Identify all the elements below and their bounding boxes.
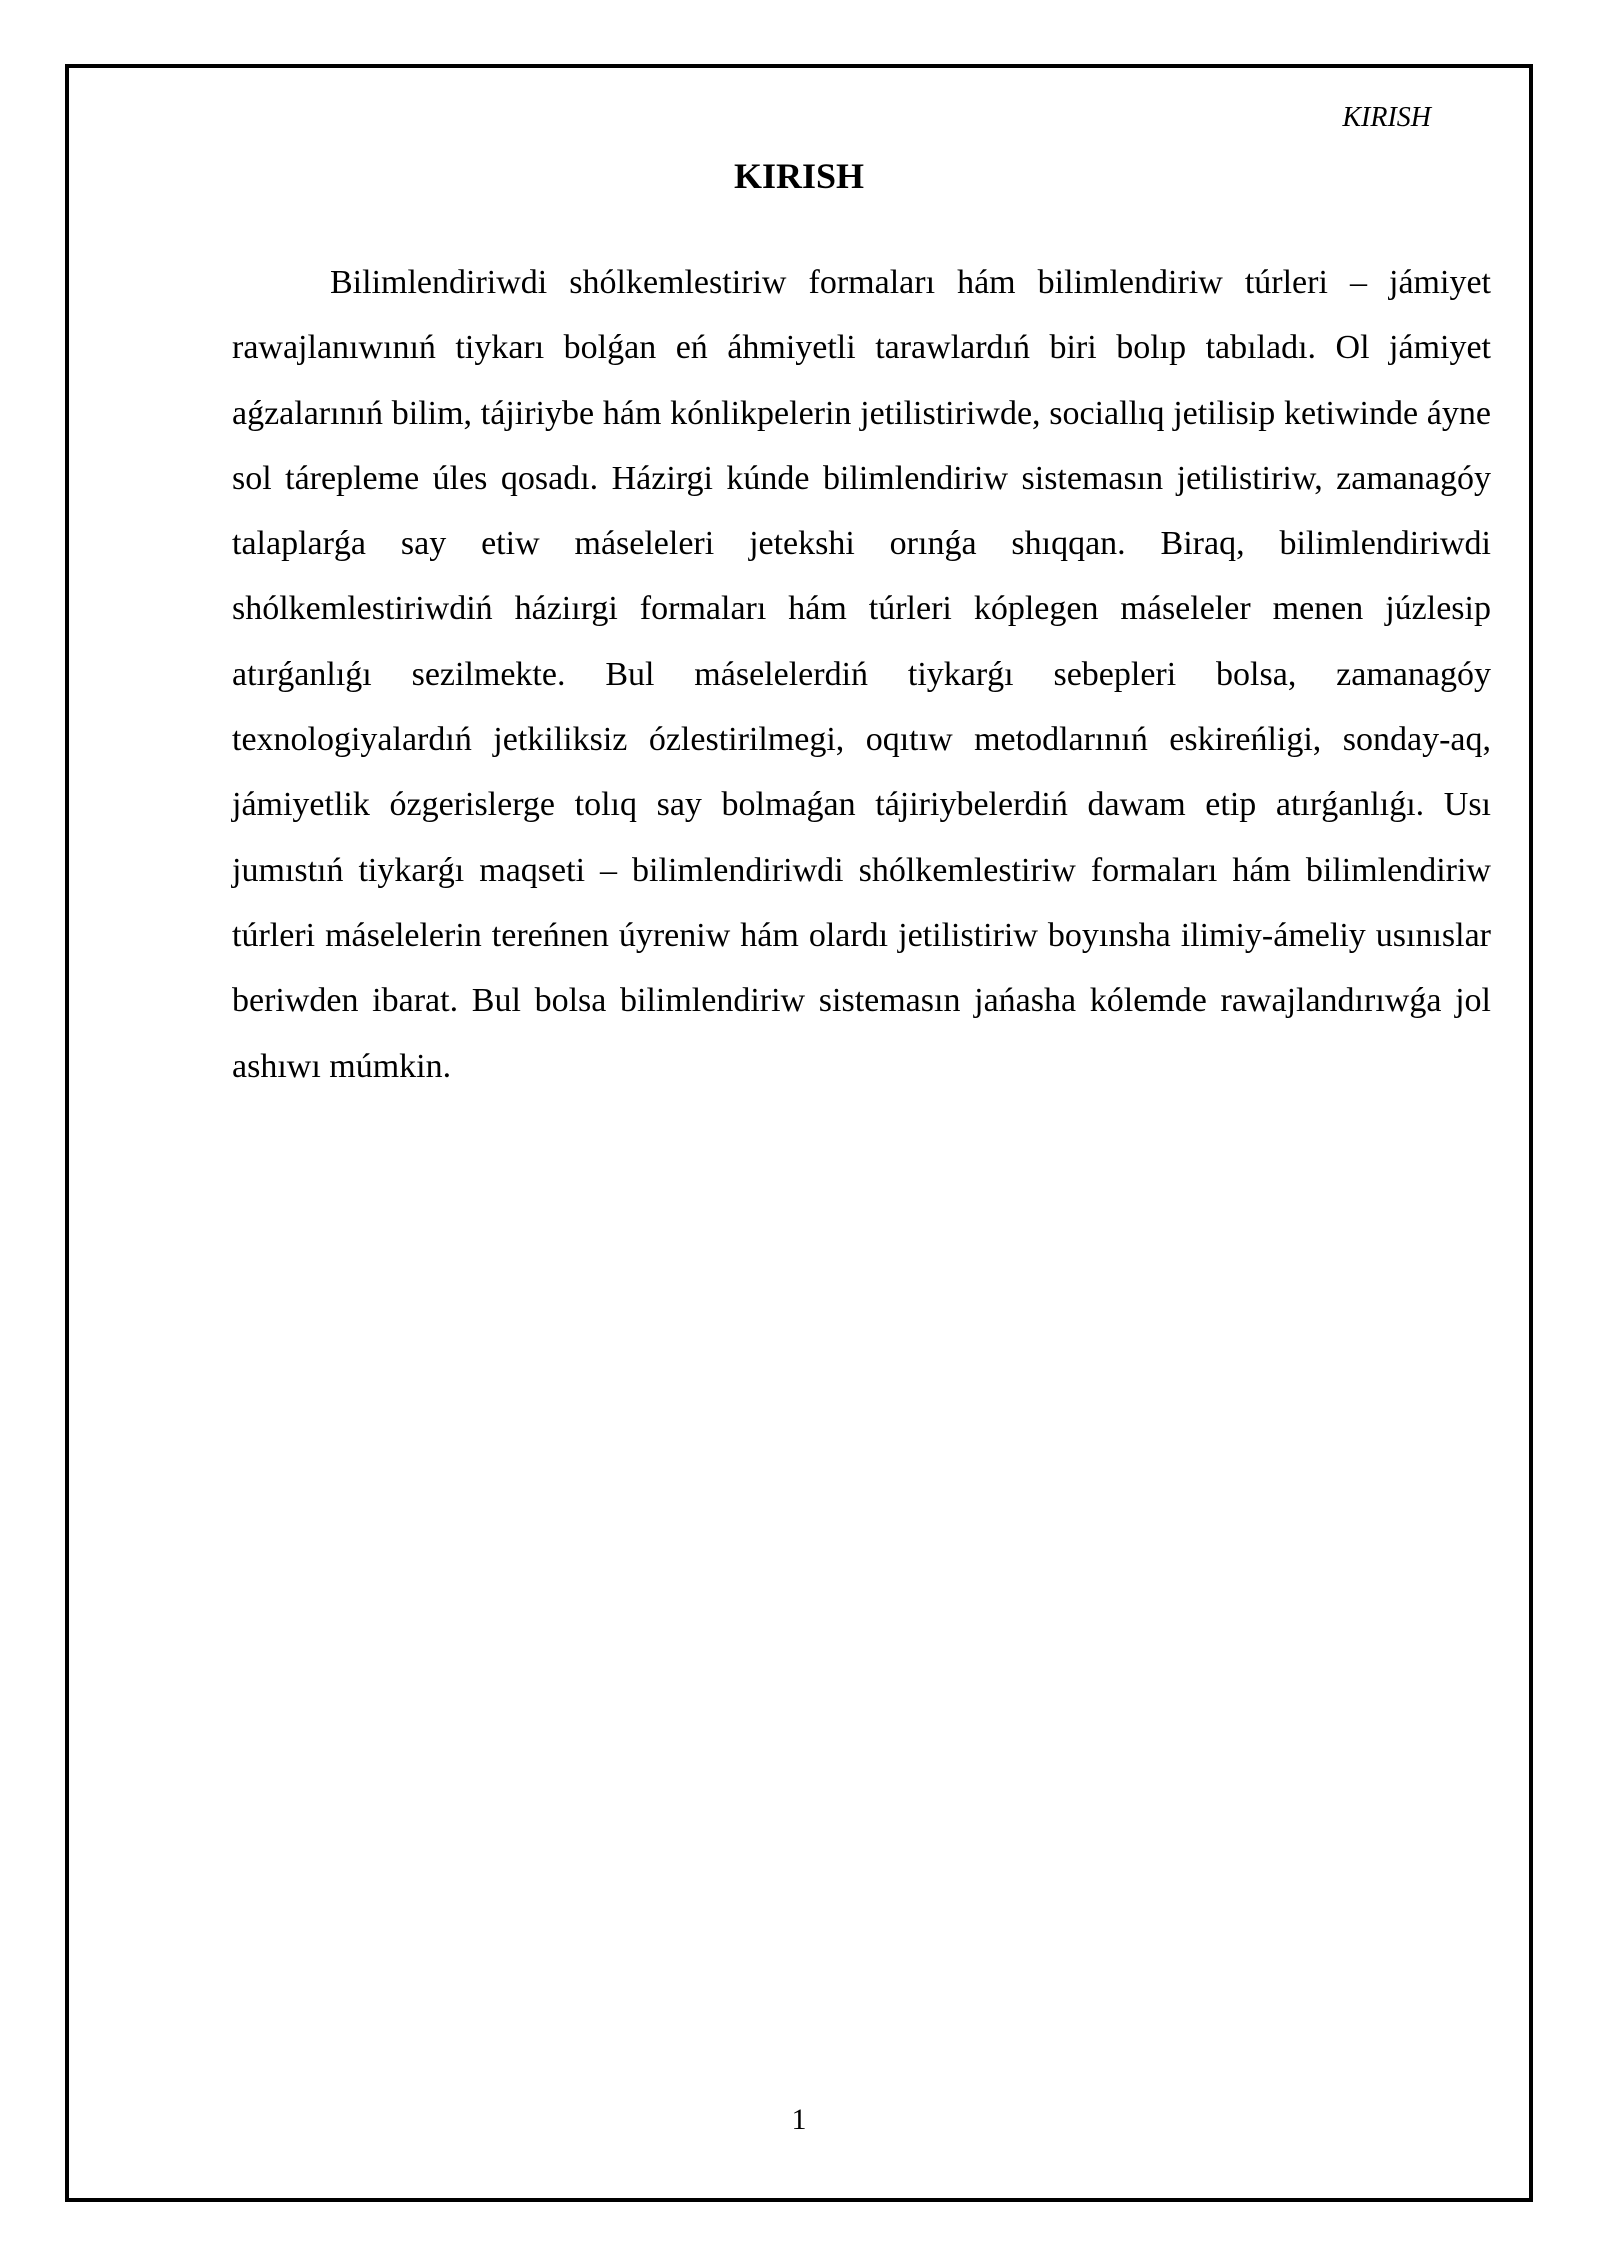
- body-paragraph: Bilimlendiriwdi shólkemlestiriw formaları hám bilimlendiriw túrleri – jámiyet rawajlanıwınıń tiykarı bolǵan eń áhmiyetli tarawlardıń biri bolıp tabıladı. Ol jámiyet aǵzalarınıń bilim, tájiriybe hám kónlikpelerin jetilistiriwde, sociallıq jetilisip ketiwinde áyne sol tárepleme úles qosadı. Házirgi kúnde bilimlendiriw sistemasın jetilistiriw, zamanagóy talaplarǵa say etiw máseleleri jetekshi orınǵa shıqqan. Biraq, bilimlendiriwdi shólkemlestiriwdiń háziırgi formaları hám túrleri kóplegen máseleler menen júzlesip atırǵanlıǵı sezilmekte. Bul máselelerdiń tiykarǵı sebepleri bolsa, zamanagóy texnologiyalardıń jetkiliksiz ózlestirilmegi, oqıtıw metodlarınıń eskireńligi, sonday-aq, jámiyetlik ózgerislerge tolıq say bolmaǵan tájiriybelerdiń dawam etip atırǵanlıǵı. Usı jumıstıń tiykarǵı maqseti – bilimlendiriwdi shólkemlestiriw formaları hám bilimlendiriw túrleri máselelerin tereńnen úyreniw hám olardı jetilistiriw boyınsha ilimiy-ámeliy usınıslar beriwden ibarat. Bul bolsa bilimlendiriw sistemasın jańasha kólemde rawajlandırıwǵa jol ashıwı múmkin.: [232, 264, 1491, 1085]
- page-title: KIRISH: [733, 156, 865, 196]
- running-header: KIRISH: [1342, 102, 1431, 133]
- page-frame: [65, 64, 1533, 2202]
- page-number: 1: [791, 2103, 807, 2136]
